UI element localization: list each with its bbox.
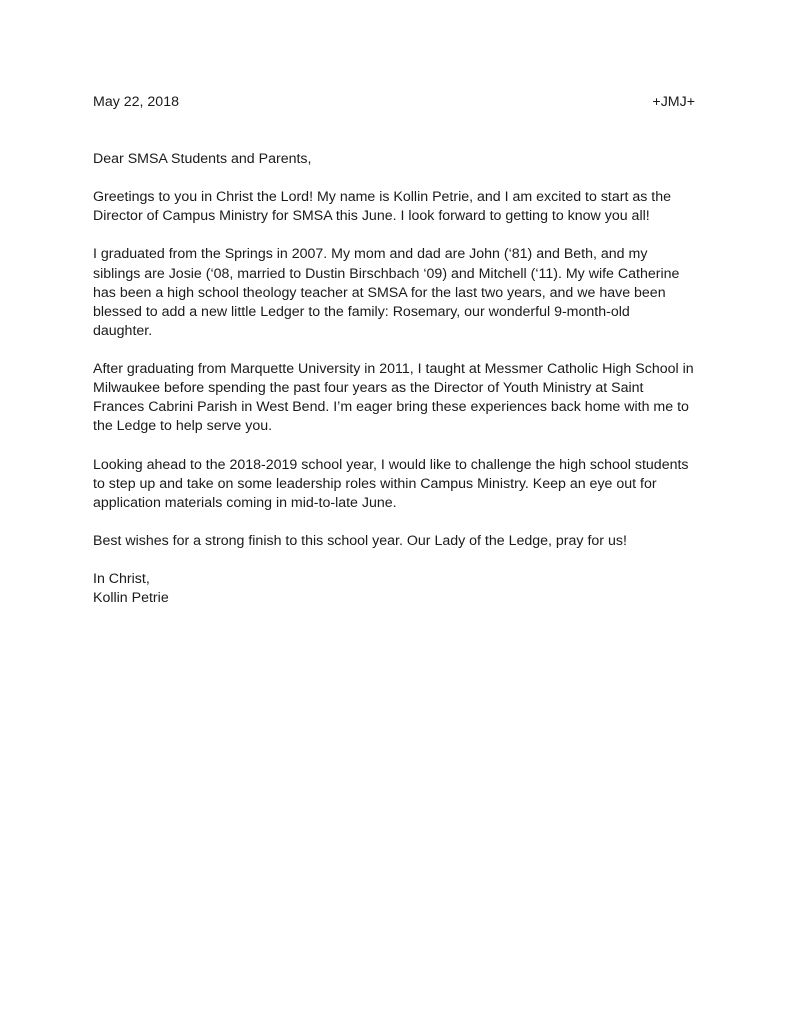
paragraph-line: Frances Cabrini Parish in West Bend. I’m eager bring these experiences back home with me to	[93, 399, 689, 416]
paragraph-gap	[93, 551, 701, 570]
paragraph-line: I graduated from the Springs in 2007. My mom and dad are John (‘81) and Beth, and my	[93, 246, 648, 263]
paragraph-line: to step up and take on some leadership roles within Campus Ministry. Keep an eye out for	[93, 475, 657, 492]
paragraph-line: Looking ahead to the 2018-2019 school year, I would like to challenge the high school students	[93, 456, 689, 473]
letter-header	[93, 92, 695, 112]
paragraph-line: Greetings to you in Christ the Lord! My name is Kollin Petrie, and I am excited to start as the	[93, 189, 672, 206]
paragraph-line: Best wishes for a strong finish to this school year. Our Lady of the Ledge, pray for us!	[93, 532, 627, 549]
salutation: Dear SMSA Students and Parents,	[93, 151, 312, 167]
signature: Kollin Petrie	[93, 590, 169, 607]
paragraph-career	[93, 360, 701, 436]
closing: In Christ,	[93, 571, 150, 588]
paragraph-line: Director of Campus Ministry for SMSA this June. I look forward to getting to know you all!	[93, 208, 650, 225]
paragraph-plans	[93, 456, 701, 513]
paragraph-line: blessed to add a new little Ledger to the family: Rosemary, our wonderful 9-month-old	[93, 303, 630, 320]
letter-date: May 22, 2018	[93, 94, 179, 110]
letter-motto: +JMJ+	[652, 94, 695, 110]
paragraph-gap	[93, 341, 701, 360]
paragraph-line: After graduating from Marquette University in 2011, I taught at Messmer Catholic High School in	[93, 361, 694, 378]
paragraph-gap	[93, 169, 701, 188]
paragraph-gap	[93, 513, 701, 532]
paragraph-line: Milwaukee before spending the past four years as the Director of Youth Ministry at Saint	[93, 380, 644, 397]
paragraph-line: siblings are Josie (‘08, married to Dustin Birschbach ‘09) and Mitchell (‘11). My wife Catherine	[93, 265, 680, 282]
paragraph-gap	[93, 226, 701, 245]
paragraph-line: the Ledge to help serve you.	[93, 418, 273, 435]
letter-body	[93, 150, 701, 608]
paragraph-line: daughter.	[93, 322, 153, 339]
paragraph-gap	[93, 436, 701, 455]
paragraph-line: has been a high school theology teacher at SMSA for the last two years, and we have been	[93, 284, 666, 301]
paragraph-background	[93, 245, 701, 340]
paragraph-wishes	[93, 532, 701, 551]
paragraph-greeting	[93, 188, 701, 226]
paragraph-line: application materials coming in mid-to-late June.	[93, 494, 397, 511]
